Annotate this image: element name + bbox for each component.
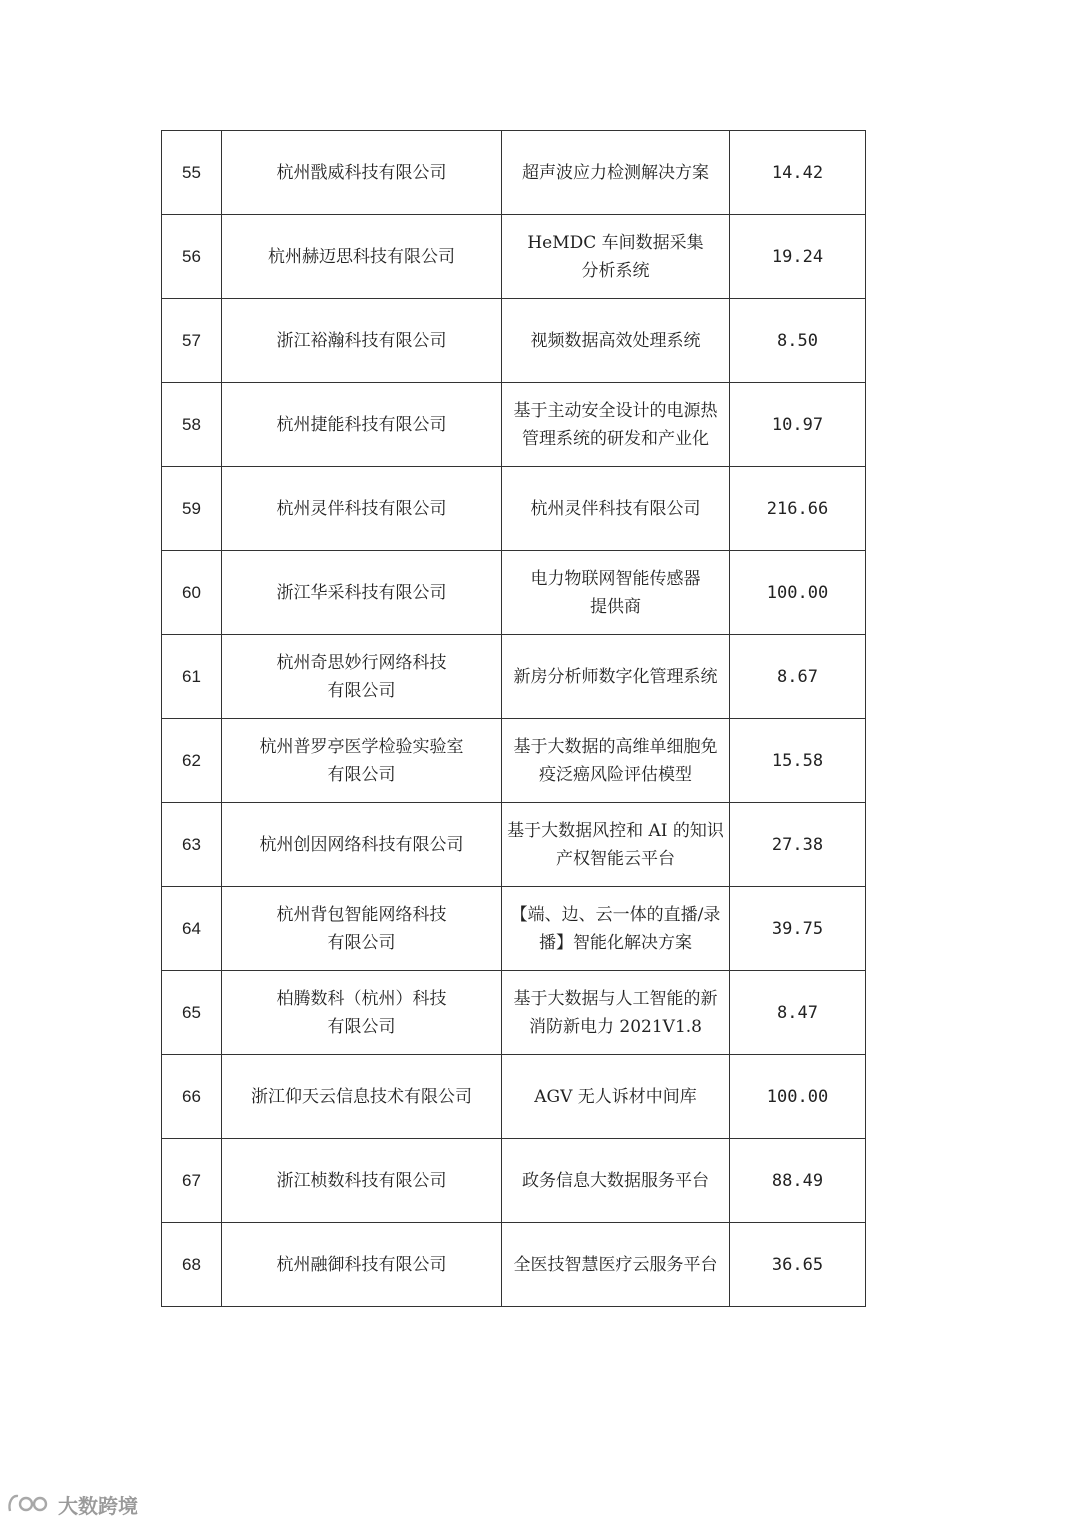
company-name-cell-line: 杭州奇思妙行网络科技 (276, 652, 447, 673)
project-name-cell-line: 基于大数据的高维单细胞免 (513, 736, 718, 757)
company-name-cell (222, 383, 502, 467)
company-name-cell-line: 杭州灵伴科技有限公司 (276, 498, 447, 519)
amount-cell: 19.24 (730, 215, 866, 299)
row-number-cell: 59 (162, 467, 222, 551)
table-row (162, 1055, 866, 1139)
table-row (162, 635, 866, 719)
row-number-cell: 62 (162, 719, 222, 803)
company-name-cell (222, 887, 502, 971)
row-number-cell: 56 (162, 215, 222, 299)
amount-cell: 8.67 (730, 635, 866, 719)
amount-cell: 100.00 (730, 1055, 866, 1139)
project-name-cell-line: AGV 无人诉材中间库 (534, 1086, 697, 1107)
row-number-cell: 66 (162, 1055, 222, 1139)
watermark-text: 大数跨境 (58, 1493, 138, 1518)
project-name-cell-line: 疫泛癌风险评估模型 (539, 764, 692, 785)
row-number-cell: 55 (162, 131, 222, 215)
project-name-cell (502, 1223, 730, 1307)
company-name-cell-line: 杭州融御科技有限公司 (276, 1254, 447, 1275)
project-name-cell (502, 551, 730, 635)
table-row (162, 299, 866, 383)
project-name-cell-line: 播】智能化解决方案 (539, 932, 692, 953)
row-number-cell: 57 (162, 299, 222, 383)
company-name-cell-line: 浙江桢数科技有限公司 (276, 1170, 447, 1191)
company-name-cell (222, 551, 502, 635)
project-name-cell-line: 基于主动安全设计的电源热 (513, 400, 718, 421)
amount-cell: 36.65 (730, 1223, 866, 1307)
company-name-cell-line: 有限公司 (327, 680, 396, 701)
project-name-cell (502, 1055, 730, 1139)
amount-cell: 8.47 (730, 971, 866, 1055)
amount-cell: 14.42 (730, 131, 866, 215)
table-row (162, 551, 866, 635)
company-name-cell-line: 浙江仰天云信息技术有限公司 (251, 1086, 472, 1107)
amount-cell: 100.00 (730, 551, 866, 635)
company-name-cell (222, 1055, 502, 1139)
company-name-cell (222, 971, 502, 1055)
project-name-cell (502, 215, 730, 299)
amount-cell: 39.75 (730, 887, 866, 971)
company-name-cell (222, 1223, 502, 1307)
amount-cell: 88.49 (730, 1139, 866, 1223)
company-name-cell (222, 803, 502, 887)
table-row (162, 971, 866, 1055)
table-row (162, 467, 866, 551)
company-name-cell-line: 有限公司 (327, 764, 396, 785)
project-name-cell (502, 467, 730, 551)
amount-cell: 8.50 (730, 299, 866, 383)
project-name-cell-line: 消防新电力 2021V1.8 (529, 1016, 702, 1037)
watermark (6, 1490, 138, 1518)
company-name-cell (222, 635, 502, 719)
project-name-cell (502, 299, 730, 383)
company-name-cell (222, 215, 502, 299)
project-name-cell-line: 政务信息大数据服务平台 (522, 1170, 709, 1191)
funding-table (161, 130, 866, 1307)
company-name-cell (222, 299, 502, 383)
project-name-cell-line: 杭州灵伴科技有限公司 (530, 498, 701, 519)
project-name-cell (502, 719, 730, 803)
row-number-cell: 58 (162, 383, 222, 467)
project-name-cell-line: 超声波应力检测解决方案 (522, 162, 709, 183)
row-number-cell: 60 (162, 551, 222, 635)
company-name-cell-line: 有限公司 (327, 932, 396, 953)
watermark-logo-icon (6, 1491, 52, 1517)
project-name-cell (502, 971, 730, 1055)
project-name-cell-line: HeMDC 车间数据采集 (527, 232, 704, 253)
company-name-cell-line: 杭州背包智能网络科技 (276, 904, 447, 925)
row-number-cell: 61 (162, 635, 222, 719)
company-name-cell-line: 柏腾数科（杭州）科技 (276, 988, 447, 1009)
project-name-cell-line: 产权智能云平台 (556, 848, 675, 869)
company-name-cell-line: 浙江裕瀚科技有限公司 (276, 330, 447, 351)
company-name-cell-line: 杭州创因网络科技有限公司 (259, 834, 464, 855)
company-name-cell-line: 浙江华采科技有限公司 (276, 582, 447, 603)
project-name-cell (502, 383, 730, 467)
table-row (162, 887, 866, 971)
row-number-cell: 65 (162, 971, 222, 1055)
project-name-cell (502, 1139, 730, 1223)
table-row (162, 215, 866, 299)
company-name-cell-line: 有限公司 (327, 1016, 396, 1037)
project-name-cell-line: 视频数据高效处理系统 (530, 330, 701, 351)
table-row (162, 1139, 866, 1223)
project-name-cell (502, 131, 730, 215)
table-body (162, 131, 866, 1307)
amount-cell: 216.66 (730, 467, 866, 551)
table-row (162, 1223, 866, 1307)
company-name-cell-line: 杭州赫迈思科技有限公司 (268, 246, 455, 267)
row-number-cell: 68 (162, 1223, 222, 1307)
project-name-cell-line: 基于大数据与人工智能的新 (513, 988, 718, 1009)
project-name-cell-line: 电力物联网智能传感器 (530, 568, 701, 589)
company-name-cell-line: 杭州普罗亭医学检验实验室 (259, 736, 464, 757)
project-name-cell-line: 提供商 (590, 596, 641, 617)
table-row (162, 719, 866, 803)
row-number-cell: 64 (162, 887, 222, 971)
amount-cell: 27.38 (730, 803, 866, 887)
row-number-cell: 67 (162, 1139, 222, 1223)
company-name-cell-line: 杭州捷能科技有限公司 (276, 414, 447, 435)
company-name-cell (222, 131, 502, 215)
project-name-cell (502, 803, 730, 887)
project-name-cell-line: 分析系统 (581, 260, 650, 281)
row-number-cell: 63 (162, 803, 222, 887)
project-name-cell (502, 635, 730, 719)
project-name-cell-line: 基于大数据风控和 AI 的知识 (507, 820, 724, 841)
company-name-cell-line: 杭州戬威科技有限公司 (276, 162, 447, 183)
company-name-cell (222, 467, 502, 551)
table-row (162, 803, 866, 887)
project-name-cell-line: 全医技智慧医疗云服务平台 (513, 1254, 718, 1275)
amount-cell: 15.58 (730, 719, 866, 803)
company-name-cell (222, 719, 502, 803)
table-row (162, 383, 866, 467)
project-name-cell-line: 【端、边、云一体的直播/录 (510, 904, 721, 925)
project-name-cell (502, 887, 730, 971)
company-name-cell (222, 1139, 502, 1223)
project-name-cell-line: 新房分析师数字化管理系统 (513, 666, 718, 687)
project-name-cell-line: 管理系统的研发和产业化 (522, 428, 709, 449)
amount-cell: 10.97 (730, 383, 866, 467)
table-row (162, 131, 866, 215)
